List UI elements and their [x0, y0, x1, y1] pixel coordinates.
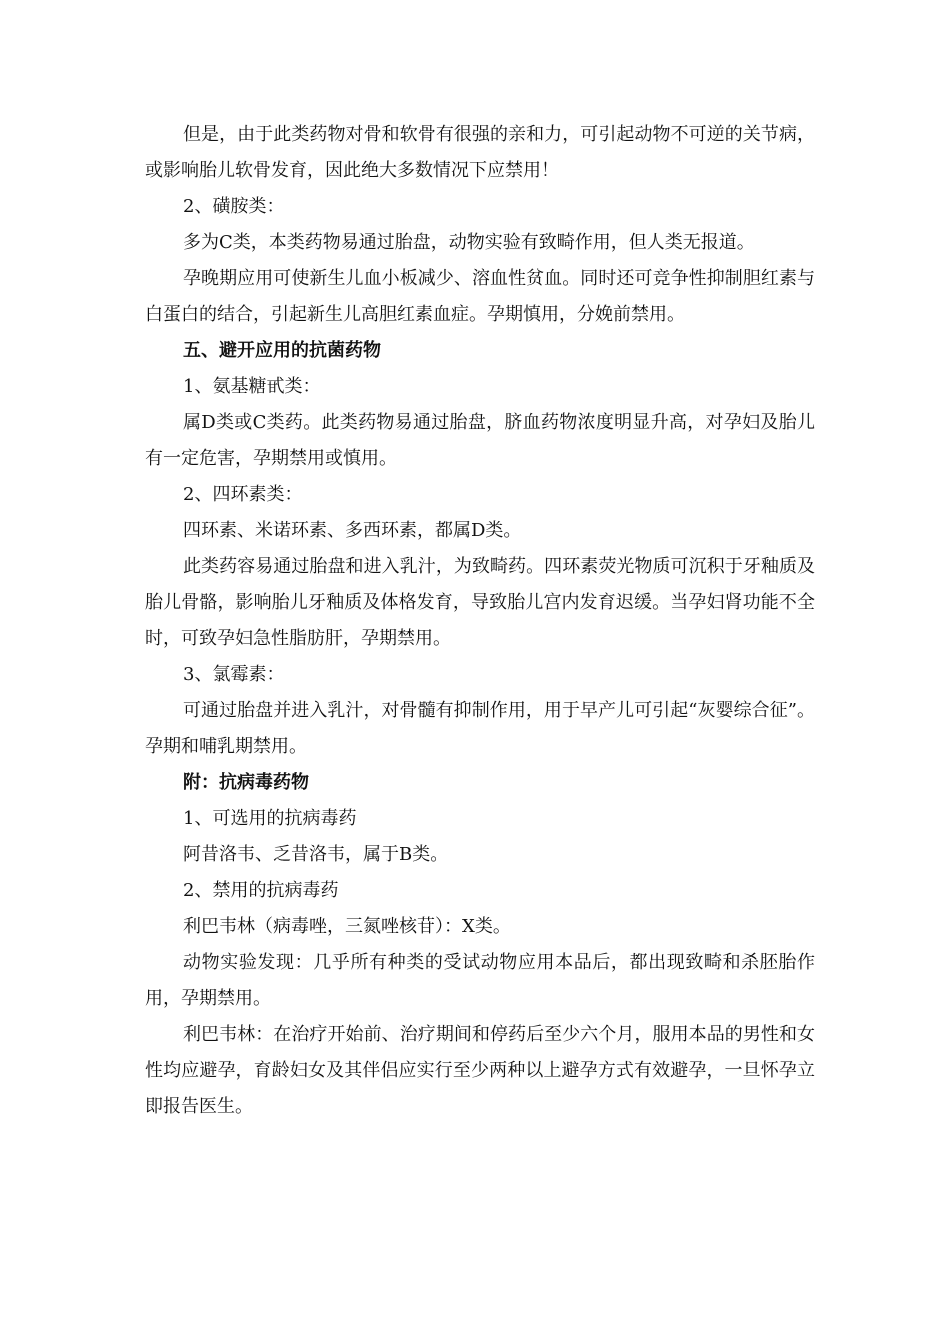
heading-prohibited-antivirals: 2、禁用的抗病毒药	[183, 880, 339, 901]
section-heading-antivirals: 附：抗病毒药物	[183, 772, 309, 793]
paragraph-sulfonamide-late-pregnancy: 孕晚期应用可使新生儿血小板减少、溶血性贫血。同时还可竞争性抑制胆红素与白蛋白的结合，引起新生儿高胆红素血症。孕期慎用，分娩前禁用。	[145, 268, 815, 325]
paragraph-animal-studies: 动物实验发现：几乎所有种类的受试动物应用本品后，都出现致畸和杀胚胎作用，孕期禁用。	[145, 952, 815, 1009]
paragraph-tetracycline-list: 四环素、米诺环素、多西环素，都属D类。	[183, 520, 522, 541]
paragraph-chloramphenicol: 可通过胎盘并进入乳汁，对骨髓有抑制作用，用于早产儿可引起“灰婴综合征”。孕期和哺乳期禁用。	[145, 700, 815, 757]
paragraph-aminoglycosides: 属D类或C类药。此类药物易通过胎盘，脐血药物浓度明显升高，对孕妇及胎儿有一定危害，孕期禁用或慎用。	[145, 412, 815, 469]
paragraph-acyclovir: 阿昔洛韦、乏昔洛韦，属于B类。	[183, 844, 449, 865]
paragraph-ribavirin-contraception: 利巴韦林：在治疗开始前、治疗期间和停药后至少六个月，服用本品的男性和女性均应避孕，育龄妇女及其伴侣应实行至少两种以上避孕方式有效避孕，一旦怀孕立即报告医生。	[145, 1024, 815, 1117]
paragraph-sulfonamide-class: 多为C类，本类药物易通过胎盘，动物实验有致畸作用，但人类无报道。	[183, 232, 755, 253]
paragraph-ribavirin-class: 利巴韦林（病毒唑，三氮唑核苷）：X类。	[183, 916, 511, 937]
section-heading-avoid-antibacterials: 五、避开应用的抗菌药物	[183, 340, 381, 361]
heading-chloramphenicol: 3、氯霉素：	[183, 664, 285, 685]
heading-optional-antivirals: 1、可选用的抗病毒药	[183, 808, 357, 829]
paragraph-tetracycline-effects: 此类药容易通过胎盘和进入乳汁，为致畸药。四环素荧光物质可沉积于牙釉质及胎儿骨骼，影响胎儿牙釉质及体格发育，导致胎儿宫内发育迟缓。当孕妇肾功能不全时，可致孕妇急性脂肪肝，孕期禁用。	[145, 556, 815, 649]
heading-aminoglycosides: 1、氨基糖甙类：	[183, 376, 321, 397]
heading-tetracyclines: 2、四环素类：	[183, 484, 303, 505]
paragraph-quinolone-warning: 但是，由于此类药物对骨和软骨有很强的亲和力，可引起动物不可逆的关节病，或影响胎儿软骨发育，因此绝大多数情况下应禁用！	[145, 124, 815, 181]
document-body	[145, 117, 815, 1125]
heading-sulfonamides: 2、磺胺类：	[183, 196, 285, 217]
